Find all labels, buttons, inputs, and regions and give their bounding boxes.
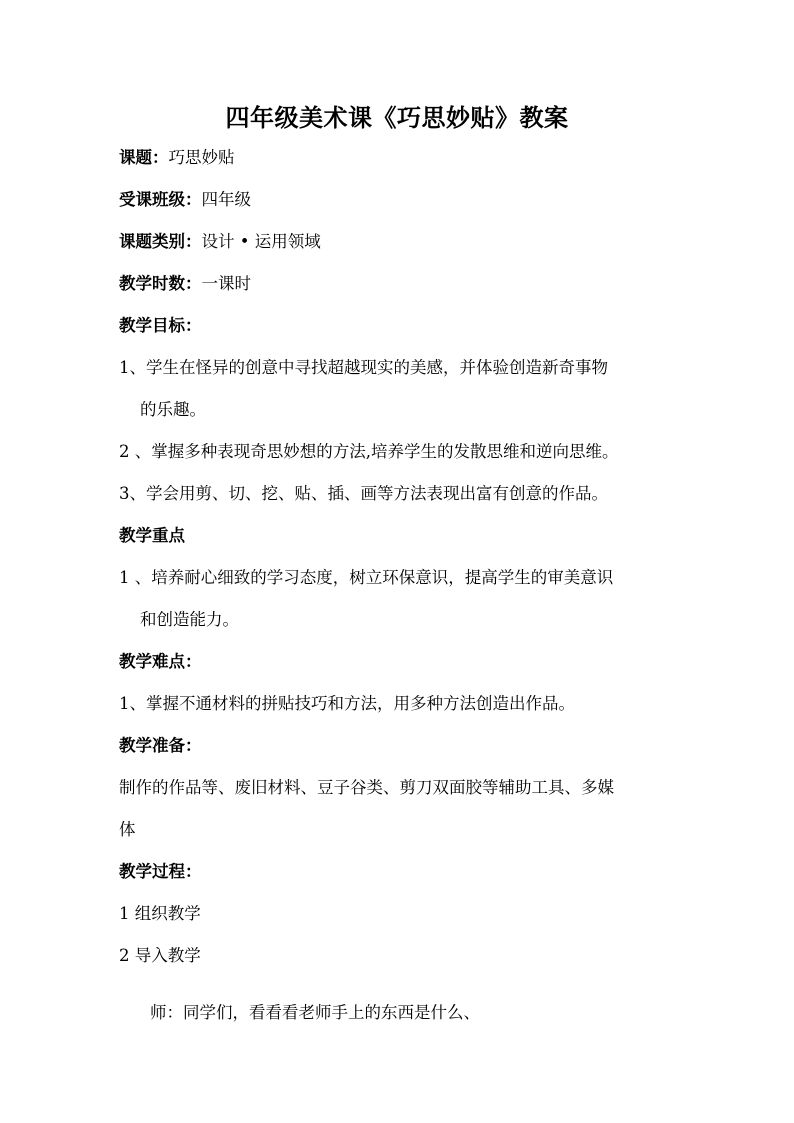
key-point-item-1: 1 、培养耐心细致的学习态度，树立环保意识，提高学生的审美意识 bbox=[119, 568, 614, 587]
goal-item-1-continued: 的乐趣。 bbox=[140, 400, 206, 419]
process-heading: 教学过程： bbox=[119, 862, 202, 881]
field-topic bbox=[119, 147, 235, 169]
field-category-label: 课题类别： bbox=[119, 232, 202, 251]
document-title: 四年级美术课《巧思妙贴》教案 bbox=[225, 103, 569, 132]
key-point-item-1-continued: 和创造能力。 bbox=[140, 610, 239, 629]
field-class-label: 受课班级： bbox=[119, 190, 202, 209]
key-points-heading: 教学重点 bbox=[119, 526, 185, 545]
field-topic-value: 巧思妙贴 bbox=[168, 148, 235, 167]
field-category bbox=[119, 231, 321, 253]
preparation-text: 制作的作品等、废旧材料、豆子谷类、剪刀双面胶等辅助工具、多媒 bbox=[119, 778, 614, 797]
goals-heading: 教学目标： bbox=[119, 316, 202, 335]
difficulties-heading: 教学难点： bbox=[119, 652, 202, 671]
field-category-value: 设计 • 运用领域 bbox=[201, 232, 321, 251]
preparation-text-continued: 体 bbox=[119, 820, 136, 839]
goal-item-3: 3、学会用剪、切、挖、贴、插、画等方法表现出富有创意的作品。 bbox=[119, 484, 608, 503]
field-hours bbox=[119, 273, 251, 295]
field-class bbox=[119, 189, 251, 211]
difficulty-item-1: 1、掌握不通材料的拼贴技巧和方法，用多种方法创造出作品。 bbox=[119, 694, 575, 713]
field-hours-label: 教学时数： bbox=[119, 274, 202, 293]
process-step-2: 2 导入教学 bbox=[119, 946, 201, 965]
goal-item-2: 2 、掌握多种表现奇思妙想的方法,培养学生的发散思维和逆向思维。 bbox=[119, 442, 619, 461]
goal-item-1: 1、学生在怪异的创意中寻找超越现实的美感，并体验创造新奇事物 bbox=[119, 358, 608, 377]
teacher-dialogue: 师：同学们，看看看老师手上的东西是什么、 bbox=[150, 1003, 480, 1022]
field-topic-label: 课题： bbox=[119, 148, 169, 167]
process-step-1: 1 组织教学 bbox=[119, 904, 201, 923]
field-class-value: 四年级 bbox=[201, 190, 251, 209]
field-hours-value: 一课时 bbox=[201, 274, 251, 293]
preparation-heading: 教学准备： bbox=[119, 736, 202, 755]
